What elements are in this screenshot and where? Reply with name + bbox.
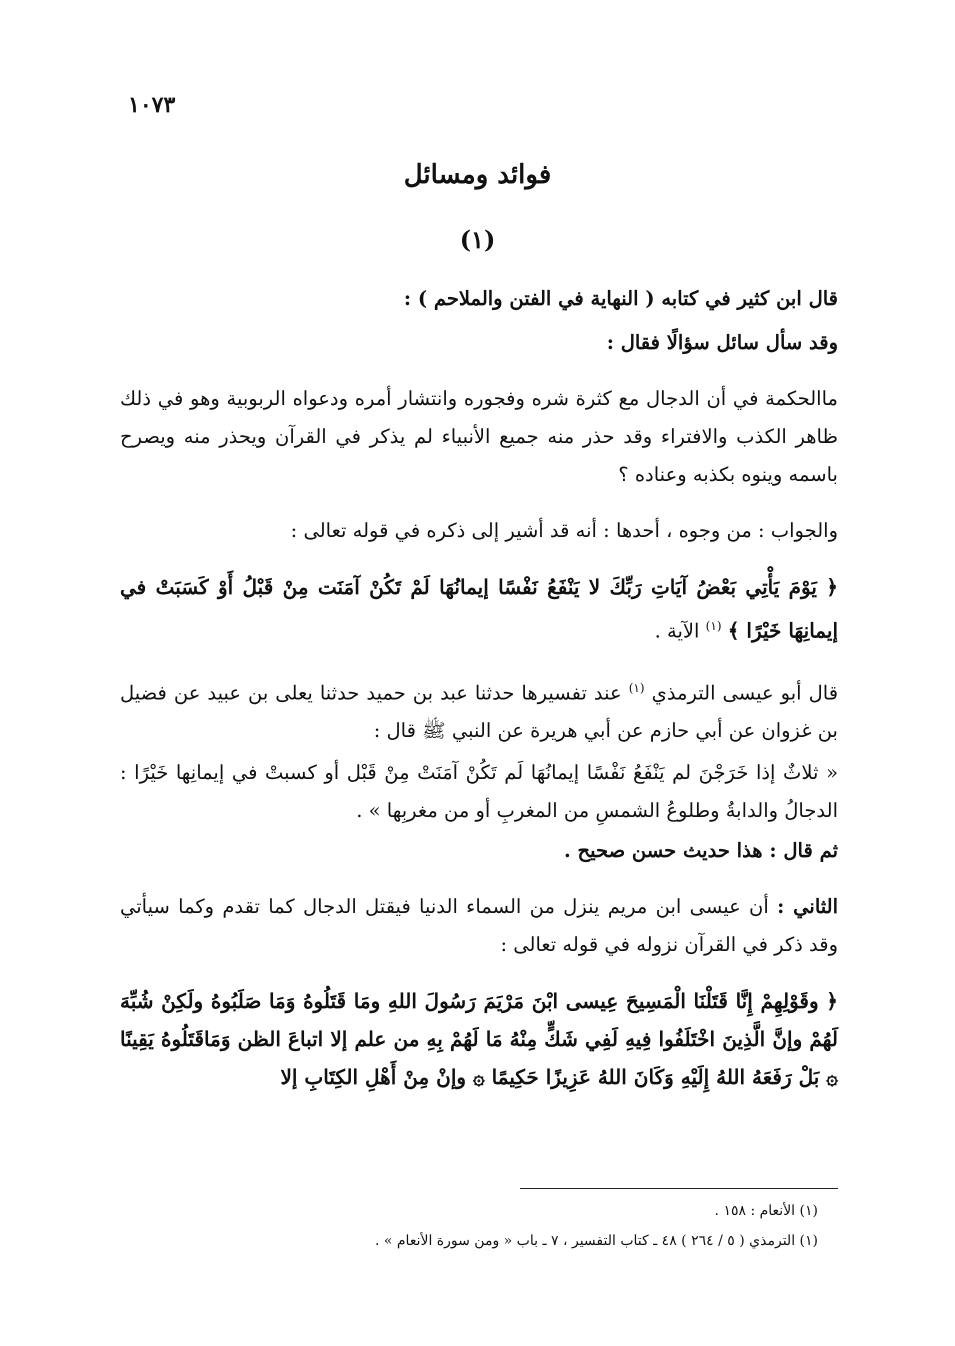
verse-2: ﴿ وقَوْلِهِمْ إِنَّا قَتَلْنَا الْمَسِيحَ عِيسى ابْنَ مَرْيَمَ رَسُولَ اللهِ ومَا قَتَلُوهُ وَمَا صَلَبُوهُ ولَكِنْ شُبِّهَ لَهُمْ وإنَّ الَّذِينَ اخْتَلَفُوا فِيهِ لَفِي شَكٍّ مِنْهُ مَا لَهُمْ بِهِ من علم إلا اتباعَ الظن وَمَاقَتَلُوهُ يَقِينًا ۞ بَلْ رَفَعَهُ اللهُ إِلَيْهِ وَكَانَ اللهُ عَزِيزًا حَكِيمًا ۞ وإنْ مِنْ أَهْلِ الكِتَابِ إلا xyxy=(120,989,838,1089)
tirmidhi-text-a: قال أبو عيسى الترمذي xyxy=(651,681,839,704)
second-paragraph xyxy=(120,888,838,964)
tirmidhi-grading: ثم قال : هذا حديث حسن صحيح . xyxy=(563,839,838,862)
hadith-paragraph: « ثلاثٌ إذا خَرَجْنَ لم يَنْفَعُ نَفْسًا إيمانُهَا لَم تَكُنْ آمَنَتْ مِنْ قَبْل أو كسبتْ في إيمانِها خَيْرًا : الدجالُ والدابةُ وطلوعُ الشمسِ من المغربِ أو من مغربِها » . xyxy=(120,761,838,822)
tirmidhi-footnote-ref: (١) xyxy=(628,680,645,695)
page-title: فوائد ومسائل xyxy=(403,160,552,190)
verse-1-paragraph xyxy=(120,568,838,651)
tirmidhi-paragraph xyxy=(120,669,838,751)
second-text: أن عيسى ابن مريم ينزل من السماء الدنيا فيقتل الدجال كما تقدم وكما سيأتي وقد ذكر في القرآن نزوله في قوله تعالى : xyxy=(120,895,838,956)
tirmidhi-text-b: عند تفسيرها حدثنا عبد بن حميد حدثنا يعلى بن عبيد عن فضيل بن غزوان عن أبي حازم عن أبي هريرة عن النبي ﷺ قال : xyxy=(120,681,838,742)
verse-1-suffix: الآية . xyxy=(654,619,700,643)
footnotes xyxy=(200,1196,818,1256)
body-text xyxy=(120,280,838,1114)
footnote-divider xyxy=(520,1188,838,1189)
footnote-1: (١) الأنعام : ١٥٨ . xyxy=(714,1203,818,1219)
verse-1-footnote-ref: (١) xyxy=(705,619,722,633)
section-number: (١) xyxy=(459,225,496,254)
question-paragraph: ماالحكمة في أن الدجال مع كثرة شره وفجوره وانتشار أمره ودعواه الربوبية وهو في ذلك ظاهر الكذب والافتراء وقد حذر منه جميع الأنبياء لم يذكر في القرآن ويحذر منه ويصرح باسمه وينوه بكذبه وعناده ؟ xyxy=(120,387,838,486)
answer-intro xyxy=(120,512,838,550)
second-label: الثاني : xyxy=(777,895,839,918)
verse-1: ﴿ يَوْمَ يَأْتِي بَعْضُ آيَاتِ رَبِّكَ لا يَنْفَعُ نَفْسًا إيمانُهَا لَمْ تَكُنْ آمَنَت مِنْ قَبْلُ أَوْ كَسَبَتْ في إيمانِهَا خَيْرًا ﴾ xyxy=(120,575,838,643)
footnote-2: (١) الترمذي ( ٥ / ٢٦٤ ) ٤٨ ـ كتاب التفسير ، ٧ ـ باب « ومن سورة الأنعام » . xyxy=(374,1233,818,1249)
page-number: ١٠٧٣ xyxy=(128,92,176,118)
heading-line-2: وقد سأل سائل سؤالًا فقال : xyxy=(606,331,838,354)
answer-intro-text: والجواب : من وجوه ، أحدها : أنه قد أشير إلى ذكره في قوله تعالى : xyxy=(290,519,838,542)
heading-line-1: قال ابن كثير في كتابه ( النهاية في الفتن والملاحم ) : xyxy=(403,287,838,310)
